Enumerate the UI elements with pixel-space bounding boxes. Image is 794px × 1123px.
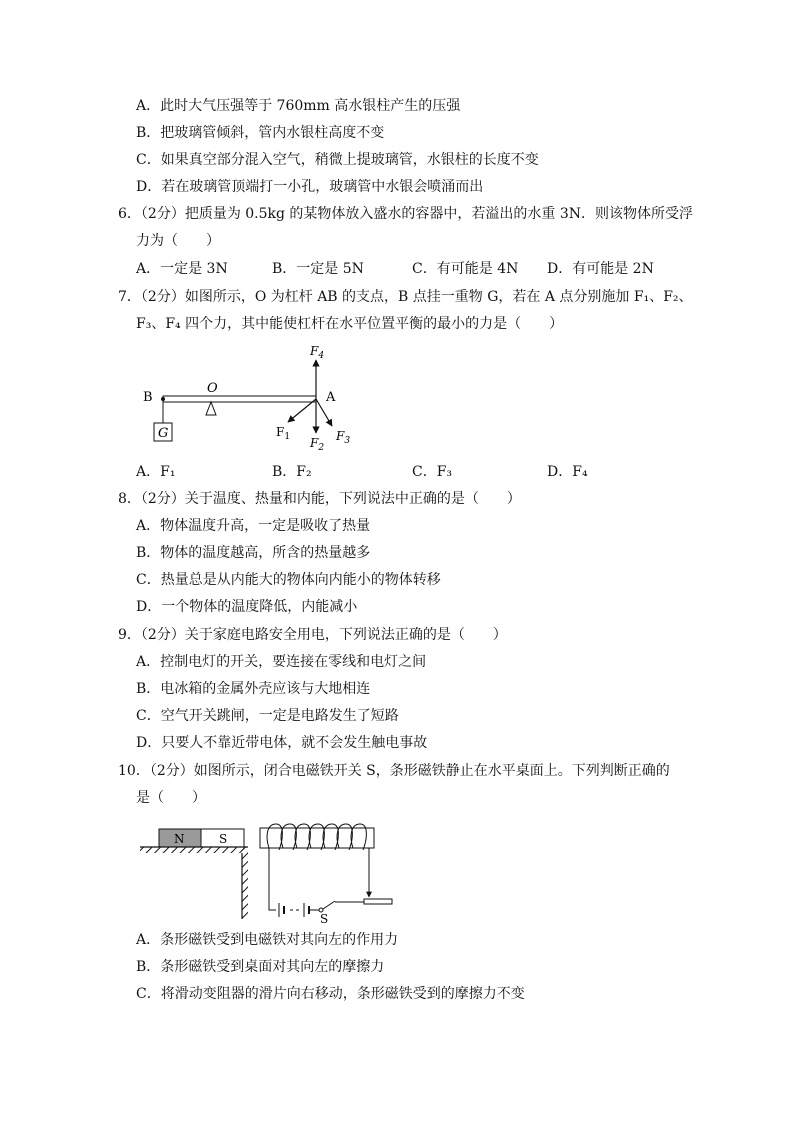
label-g: G: [158, 426, 169, 441]
label-f2: $F_2$: [310, 436, 325, 453]
label-o: O: [207, 381, 218, 396]
label-f1: $F_1$: [276, 425, 291, 442]
label-a: A: [326, 390, 336, 405]
q9-option-a: A．控制电灯的开关，要连接在零线和电灯之间: [136, 654, 427, 670]
q7-stem-line1: 7．（2分）如图所示，O 为杠杆 AB 的支点，B 点挂一重物 G，若在 A 点分别施加 F₁、F₂、: [118, 289, 693, 305]
q5-option-b: B．把玻璃管倾斜，管内水银柱高度不变: [136, 125, 385, 141]
q5-option-c: C．如果真空部分混入空气，稍微上提玻璃管，水银柱的长度不变: [136, 152, 539, 168]
electromagnet-diagram: [136, 820, 406, 925]
electromagnet-core: [260, 828, 374, 848]
q10-option-c: C．将滑动变阻器的滑片向右移动，条形磁铁受到的摩擦力不变: [136, 986, 525, 1002]
fulcrum-triangle: [206, 402, 216, 415]
q9-option-b: B．电冰箱的金属外壳应该与大地相连: [136, 681, 371, 697]
label-f4: $F_4$: [310, 344, 325, 361]
rheostat-resistor: [364, 899, 392, 904]
q8-option-a: A．物体温度升高，一定是吸收了热量: [136, 518, 371, 534]
q7-option-c: C．F₃: [412, 464, 453, 480]
q9-stem: 9．（2分）关于家庭电路安全用电，下列说法正确的是（ ）: [118, 627, 507, 643]
q6-option-d: D．有可能是 2N: [547, 261, 654, 277]
switch-lever: [323, 901, 335, 909]
q8-stem: 8．（2分）关于温度、热量和内能，下列说法中正确的是（ ）: [118, 491, 521, 507]
label-n: N: [174, 832, 185, 846]
q9-option-d: D．只要人不靠近带电体，就不会发生触电事故: [136, 735, 428, 751]
q8-option-c: C．热量总是从内能大的物体向内能小的物体转移: [136, 572, 441, 588]
q6-option-b: B．一定是 5N: [272, 261, 364, 277]
q8-option-d: D．一个物体的温度降低，内能减小: [136, 599, 358, 615]
q7-stem-line2: F₃、F₄ 四个力，其中能使杠杆在水平位置平衡的最小的力是（ ）: [136, 316, 564, 332]
q6-stem-line2: 力为（ ）: [136, 233, 220, 249]
q9-option-c: C．空气开关跳闸，一定是电路发生了短路: [136, 708, 399, 724]
q10-option-a: A．条形磁铁受到电磁铁对其向左的作用力: [136, 932, 399, 948]
label-b: B: [143, 390, 153, 405]
q5-option-d: D．若在玻璃管顶端打一小孔，玻璃管中水银会喷涌而出: [136, 179, 484, 195]
circuit-wire-left: [269, 848, 276, 910]
q5-option-a: A．此时大气压强等于 760mm 高水银柱产生的压强: [136, 98, 461, 114]
q7-option-a: A．F₁: [136, 464, 176, 480]
lever-bar: [163, 396, 316, 402]
q8-option-b: B．物体的温度越高，所含的热量越多: [136, 545, 371, 561]
point-b-dot: [161, 397, 165, 401]
q7-option-b: B．F₂: [272, 464, 312, 480]
lever-diagram: [130, 336, 370, 456]
label-s-magnet: S: [219, 832, 228, 846]
label-f3: $F_3$: [336, 429, 351, 446]
q6-stem-line1: 6．（2分）把质量为 0.5kg 的某物体放入盛水的容器中，若溢出的水重 3N．则该物体所受浮: [118, 206, 694, 222]
q10-option-b: B．条形磁铁受到桌面对其向左的摩擦力: [136, 959, 385, 975]
label-s-switch: S: [320, 912, 329, 925]
q6-option-c: C．有可能是 4N: [412, 261, 519, 277]
q10-stem-line1: 10．（2分）如图所示，闭合电磁铁开关 S，条形磁铁静止在水平桌面上。下列判断正确的: [118, 763, 670, 779]
q7-option-d: D．F₄: [547, 464, 588, 480]
table-top-hatch: [140, 847, 248, 853]
q6-option-a: A．一定是 3N: [136, 261, 228, 277]
q10-stem-line2: 是（ ）: [136, 790, 206, 806]
table-leg-hatch: [242, 847, 248, 919]
